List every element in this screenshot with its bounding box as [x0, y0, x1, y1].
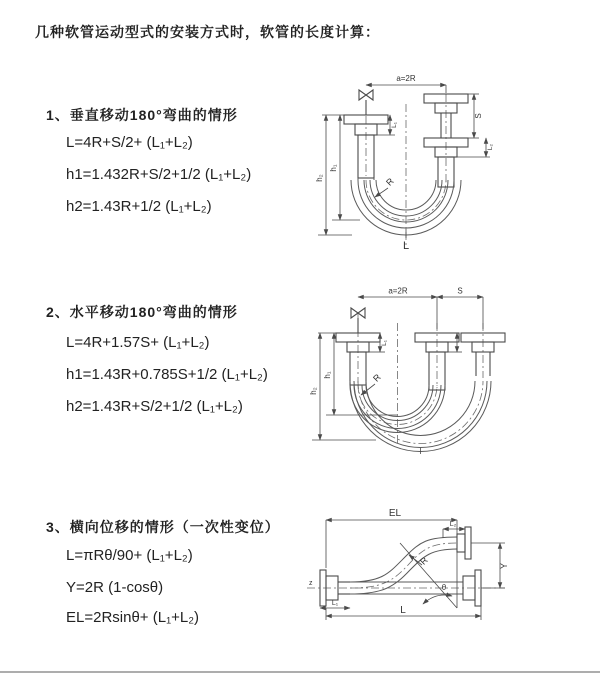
page-bottom-edge [0, 671, 600, 673]
dim-label-h2: h₂ [315, 174, 324, 182]
section-3-heading: 3、横向位移的情形（一次性变位） [46, 519, 280, 535]
dim-label-l1: L₁ [381, 340, 388, 346]
dim-label-a2r: a=2R [396, 74, 416, 83]
theta-label: θ [441, 583, 447, 592]
formula-2-h1: h1=1.43R+0.785S+1/2 (L₁+L₂) [66, 366, 268, 383]
dim-label-l1: L₁ [331, 600, 339, 607]
dim-el [326, 508, 457, 608]
formula-1-h2: h2=1.43R+1/2 (L₁+L₂) [66, 198, 212, 215]
section-1-heading: 1、垂直移动180°弯曲的情形 [46, 107, 238, 123]
dim-label-l1: L₁ [391, 122, 398, 128]
section-2-heading: 2、水平移动180°弯曲的情形 [46, 304, 238, 320]
radius-callout [375, 176, 396, 197]
formula-1-h1: h1=1.432R+S/2+1/2 (L₁+L₂) [66, 166, 252, 183]
dim-label-l: L [402, 240, 410, 252]
formula-2-h2: h2=1.43R+S/2+1/2 (L₁+L₂) [66, 398, 243, 415]
valve-icon [359, 90, 373, 115]
radius-label: R [371, 372, 383, 384]
radius-label: R [384, 176, 396, 188]
centerlines [366, 94, 446, 248]
dim-label-s: S [474, 113, 483, 119]
valve-icon [351, 308, 365, 333]
dim-l1 [320, 600, 350, 608]
dim-label-h1: h₁ [329, 164, 338, 172]
formula-3-l: L=πRθ/90+ (L₁+L₂) [66, 547, 193, 564]
dim-a2r [358, 287, 437, 330]
diagram-horizontal-180-bend [298, 283, 598, 458]
dim-label-h2: h₂ [309, 387, 318, 395]
dim-y [471, 543, 509, 588]
dim-l-total [403, 229, 409, 252]
dim-s [437, 287, 483, 330]
dim-l2 [443, 521, 465, 538]
dim-a2r [366, 74, 446, 93]
dim-l-total [326, 605, 481, 620]
dim-h2 [315, 115, 352, 235]
angle-theta [400, 543, 457, 608]
dim-label-y: Y [499, 562, 509, 570]
dim-label-l2: L₂ [449, 521, 457, 528]
formula-3-el: EL=2Rsinθ+ (L₁+L₂) [66, 609, 200, 626]
dim-s [468, 94, 483, 138]
radius-label: R [418, 555, 430, 567]
page-title: 几种软管运动型式的安装方式时，软管的长度计算： [35, 24, 380, 40]
radius-callout [361, 372, 383, 395]
dim-label-l2: L₂ [487, 143, 494, 151]
dim-h1 [322, 115, 360, 220]
formula-2-l: L=4R+1.57S+ (L₁+L₂) [66, 334, 210, 351]
dim-label-el: EL [388, 508, 402, 519]
formula-3-y: Y=2R (1-cosθ) [66, 579, 164, 596]
diagram-lateral-displacement [295, 496, 595, 641]
dim-label-l: L [400, 605, 406, 616]
axis-z-label: z [309, 580, 313, 587]
diagram-vertical-180-bend [302, 66, 587, 266]
upper-fitting-displaced [457, 527, 471, 559]
formula-1-l: L=4R+S/2+ (L₁+L₂) [66, 134, 193, 151]
dim-label-a2r: a=2R [388, 286, 408, 296]
right-fitting [424, 94, 468, 187]
dim-label-s: S [457, 286, 463, 296]
dim-label-h1: h₁ [323, 371, 332, 379]
